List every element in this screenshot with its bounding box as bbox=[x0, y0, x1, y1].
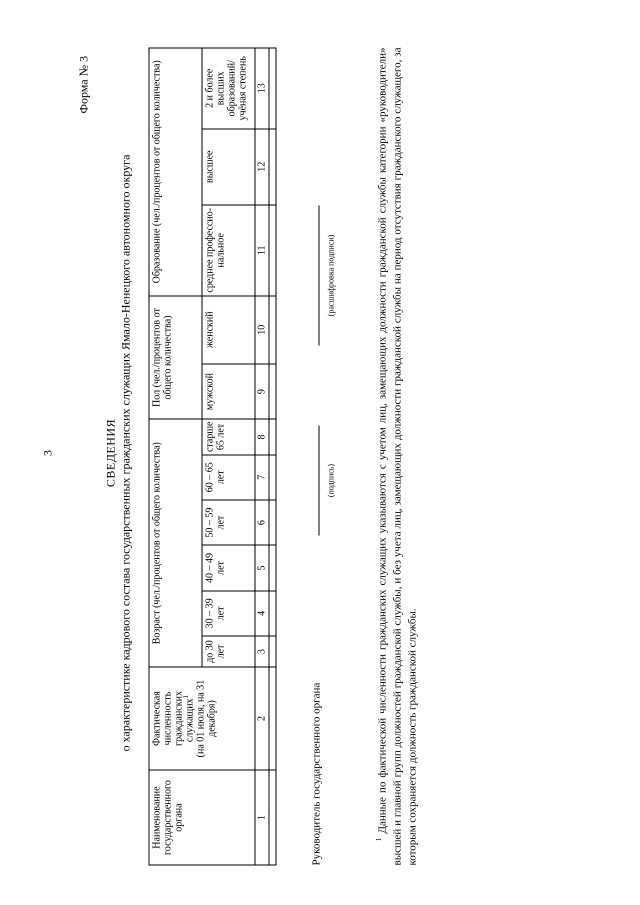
header-org-name: Наименование государственного органа bbox=[149, 770, 255, 865]
header-education-group: Образование (чел./процентов от общего количества) bbox=[149, 48, 202, 296]
header-age-over-65: старше 65 лет bbox=[202, 419, 255, 454]
header-age-group: Возраст (чел./процентов от общего количества) bbox=[149, 419, 202, 667]
table-cell[interactable] bbox=[269, 545, 276, 590]
table-cell[interactable] bbox=[269, 363, 276, 419]
header-age-40-49: 40 – 49 лет bbox=[202, 545, 255, 590]
empty-data-row bbox=[269, 48, 276, 865]
column-number: 1 bbox=[255, 770, 269, 865]
table-cell[interactable] bbox=[269, 666, 276, 769]
document-subtitle: о характеристике кадрового состава государственных гражданских служащих Ямало-Ненецкого автономного округа bbox=[118, 154, 132, 751]
signature-line[interactable] bbox=[318, 425, 319, 535]
head-of-agency-label: Руководитель государственного органа bbox=[310, 682, 322, 865]
column-number: 13 bbox=[255, 48, 269, 129]
column-number-row bbox=[255, 48, 269, 865]
personnel-table bbox=[148, 47, 276, 865]
footnote-text: Данные по фактической численности гражданских служащих указываются с учетом лиц, замещающих должности гражданской службы категории «руководители» высшей и главной групп должностей гражданской службы, и без учета лиц, замещающих должности гражданской службы на период отсутствия гражданского служащего, за которым сохраняется должность гражданской службы. bbox=[376, 46, 418, 865]
table-cell[interactable] bbox=[269, 204, 276, 295]
column-number: 10 bbox=[255, 295, 269, 363]
header-age-50-59: 50 – 59 лет bbox=[202, 499, 255, 544]
column-number: 11 bbox=[255, 204, 269, 295]
footnote-marker: 1 bbox=[374, 837, 383, 841]
column-number: 4 bbox=[255, 590, 269, 635]
document-title: СВЕДЕНИЯ bbox=[103, 418, 117, 487]
header-age-60-65: 60 – 65 лет bbox=[202, 454, 255, 499]
table-cell[interactable] bbox=[269, 770, 276, 865]
rotated-sheet: 3 Форма № 3 СВЕДЕНИЯ о характеристике кадрового состава государственных гражданских служащих Ямало-Ненецкого автономного округа Наименование государственного органа Фактическая численность гражданских служащих$^1$ (на 01 июля, на 31 декабря) Возраст (чел./процентов от общего количества) Пол (чел./процентов от общего количества) Образование (чел./процентов от общего количества) до 30 лет 30 – 39 лет 40 – 49 лет 50 – 59 лет 60 – 65 лет старше 65 лет мужской женский среднее профессио-нальное высшее 2 и более высших образований/ учёная степень 1 2 3 4 5 6 7 8 9 10 11 12 13 Руководитель государственного органа (подпись) (расшифровка подписи) $^1$ Данные по фактической численности гражданских служащих указываются с учетом лиц, замещающих должности гражданской службы категории «руководители» высшей и главной групп должностей гражданской службы, и без учета лиц, замещающих должности гражданской службы на период отсутствия гражданского служащего, за которым сохраняется должность гражданской службы. bbox=[0, 0, 640, 905]
table-cell[interactable] bbox=[269, 295, 276, 363]
header-gender-group: Пол (чел./процентов от общего количества) bbox=[149, 295, 202, 419]
table-cell[interactable] bbox=[269, 48, 276, 129]
table-cell[interactable] bbox=[269, 128, 276, 204]
table-cell[interactable] bbox=[269, 419, 276, 454]
header-gender-male: мужской bbox=[202, 363, 255, 419]
column-number: 3 bbox=[255, 636, 269, 667]
signature-caption: (подпись) bbox=[326, 463, 335, 497]
column-number: 9 bbox=[255, 363, 269, 419]
table-cell[interactable] bbox=[269, 499, 276, 544]
page-number: 3 bbox=[40, 449, 54, 456]
column-number: 5 bbox=[255, 545, 269, 590]
signature-decoding-caption: (расшифровка подписи) bbox=[326, 234, 335, 316]
column-number: 8 bbox=[255, 419, 269, 454]
signature-decoding-line[interactable] bbox=[318, 205, 319, 345]
header-gender-female: женский bbox=[202, 295, 255, 363]
column-number: 7 bbox=[255, 454, 269, 499]
header-edu-higher: высшее bbox=[202, 128, 255, 204]
table-cell[interactable] bbox=[269, 454, 276, 499]
table-cell[interactable] bbox=[269, 590, 276, 635]
column-number: 12 bbox=[255, 128, 269, 204]
footnote bbox=[375, 47, 420, 865]
header-age-30-39: 30 – 39 лет bbox=[202, 590, 255, 635]
column-number: 6 bbox=[255, 499, 269, 544]
table-cell[interactable] bbox=[269, 636, 276, 667]
header-row-groups bbox=[149, 48, 202, 865]
header-edu-multiple-higher: 2 и более высших образований/ учёная степень bbox=[202, 48, 255, 129]
header-actual-count: Фактическая численность гражданских служащих$^1$ (на 01 июля, на 31 декабря) bbox=[149, 666, 255, 769]
column-number: 2 bbox=[255, 666, 269, 769]
header-age-under-30: до 30 лет bbox=[202, 636, 255, 667]
header-edu-vocational: среднее профессио-нальное bbox=[202, 204, 255, 295]
